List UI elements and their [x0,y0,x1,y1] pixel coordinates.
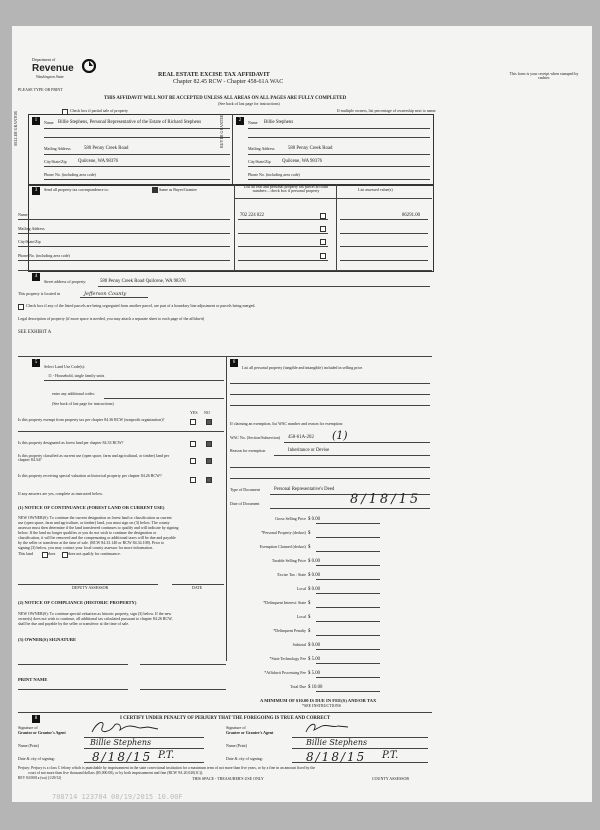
tax-value-state[interactable]: $ 0.00 [308,573,320,578]
notice-2-line-1: owner(s) does not wish to continue, all additional tax calculated pursuant to chapter 84.26 RCW, [18,616,173,621]
s3-phone-label: Phone No. (including area code) [18,253,70,258]
no-header: NO [204,410,210,415]
wac-label: WAC No. (Section/Subsection) [230,435,281,440]
notice-1-line-4: classification, it will be removed and the compensating or additional taxes will be due and payable [18,535,176,540]
tax-value-exemption[interactable]: $ [308,545,311,550]
if-any-yes: If any answers are yes, complete as instructed below. [18,491,103,496]
s3-city-label: City/State/Zip [18,239,41,244]
doc-type-value[interactable]: Personal Representative's Deed [274,487,335,492]
q-historic: Is this property receiving special valuation as historical property per chapter 84.26 RCW? [18,473,162,478]
dept-state: Washington State [36,74,64,79]
seller-city-label: City/State/Zip [44,159,67,164]
print-name-label: PRINT NAME [18,677,48,682]
tax-label-total: Total Due [290,684,306,689]
form-title: REAL ESTATE EXCISE TAX AFFIDAVIT [158,72,270,78]
form-chapter: Chapter 82.45 RCW - Chapter 458-61A WAC [173,79,284,85]
receipt-note: This form is your receipt when stamped by cashier. [509,71,579,81]
grantor-name-label: Name (Print) [18,743,39,748]
form-number: REV 84 0001a (wu) (1/29/12) [18,776,62,780]
legal-description-label: Legal description of property (if more space is needed, you may attach a separate sheet to each page of the affidavit) [18,316,205,321]
wac-value[interactable]: 458-61A-202 [288,435,314,440]
buyer-city[interactable]: Quilcene, WA 98376 [282,159,323,164]
land-use-value[interactable]: 11 - Household, single family units [48,373,105,378]
grantor-print-name[interactable]: Billie Stephens [90,738,152,747]
does-label: does [48,551,56,556]
this-land-label: This land [18,551,33,556]
doc-date-value[interactable]: 8/18/15 [350,492,422,507]
tax-value-subtotal[interactable]: $ 0.00 [308,643,320,648]
tax-value-local[interactable]: $ 0.00 [308,587,320,592]
wac-handwritten[interactable]: (1) [332,429,348,442]
grantee-sig-label-c: Grantee or Grantee's Agent [226,730,274,735]
tax-value-tech-fee[interactable]: $ 5.00 [308,657,320,662]
tax-label-subtotal: Subtotal [292,642,306,647]
tax-label-local: Local [296,586,306,591]
doc-type-label: Type of Document [230,487,260,492]
tax-value-interest-state[interactable]: $ [308,601,311,606]
parcel-number[interactable]: 702 224 022 [240,213,264,218]
tax-label-gross: Gross Selling Price [275,516,306,521]
located-county[interactable]: Jefferson County [84,291,127,297]
s3-mailing-label: Mailing Address [18,226,45,231]
see-exhibit[interactable]: SEE EXHIBIT A [18,330,52,335]
minimum-due-note: A MINIMUM OF $10.00 IS DUE IN FEE(S) AND/OR TAX [260,698,377,703]
grantee-city[interactable]: P.T. [382,750,399,761]
buyer-name[interactable]: Billie Stephens [264,120,294,125]
q-exempt-no[interactable] [206,419,212,425]
notice-1-line-6: signing (3) below, you may contact your local county assessor for more information. [18,545,154,550]
q-exempt-yes[interactable] [190,419,196,425]
tax-label-personal: *Personal Property (deduct) [261,530,306,535]
tax-label-interest-local: Local [296,614,306,619]
q-current-use-no[interactable] [206,458,212,464]
tax-value-taxable[interactable]: $ 0.00 [308,559,320,564]
dept-label: Department of [32,57,56,62]
owner-signature-label: (3) OWNER(S) SIGNATURE [18,637,77,642]
grantor-signature-image [88,718,168,738]
see-instructions-note: *SEE INSTRUCTIONS [302,703,342,708]
tax-label-state: Excise Tax : State [277,572,306,577]
buyer-side-label: BUYER GRANTEE [219,114,224,148]
notice-1-line-1: use (open space, farm and agriculture, or timber) land, you must sign on (3) below. The county [18,520,170,525]
exemption-claim-label: If claiming an exemption, list WAC number and reason for exemption: [230,421,344,426]
tax-value-personal[interactable]: $ [308,531,311,536]
q-historic-yes[interactable] [190,477,196,483]
yes-header: YES [190,410,198,415]
see-back-note: (See back of last page for instructions) [218,101,280,106]
seller-phone-label: Phone No. (including area code) [44,172,96,177]
personal-property-label: List all personal property (tangible and intangible) included in selling price. [242,365,364,370]
parcel-header: List all real and personal property tax parcel account numbers – check box if personal property [243,184,329,194]
notice-2-title: (2) NOTICE OF COMPLIANCE (HISTORIC PROPERTY) [18,600,137,605]
seller-side-label: SELLER GRANTOR [13,111,18,146]
grantee-date-label: Date & city of signing: [226,756,263,761]
section-3-badge: 3 [32,187,40,195]
notice-1-line-5: by the seller or transferor at the time of sale. (RCW 84.33.140 or RCW 84.34.108). Prior to [18,540,165,545]
seller-name[interactable]: Billie Stephens, Personal Representative of the Estate of Richard Stephens [58,120,202,125]
s3-name-label: Name [18,212,28,217]
section-6-badge: 6 [230,359,238,367]
grantee-name-label: Name (Print) [226,743,247,748]
street-address[interactable]: 580 Penny Creek Road Quilcene, WA 98376 [100,279,186,284]
buyer-phone-label: Phone No. (including area code) [248,172,300,177]
notice-1-line-2: assessor must then determine if the land transferred continues to qualify and will indicate by signing [18,525,179,530]
segregated-checkbox[interactable] [18,304,24,310]
seller-name-label: Name [44,120,54,125]
grantee-signature-image [302,718,362,738]
tax-value-interest-local[interactable]: $ [308,615,311,620]
segregated-label: Check box if any of the listed parcels are being segregated from another parcel, are part of a boundary line adjustment or parcels being merged. [26,303,256,308]
tax-value-processing-fee[interactable]: $ 5.00 [308,671,320,676]
tax-label-penalty: *Delinquent Penalty [273,628,306,633]
section-4-badge: 4 [32,273,40,281]
notice-1-title: (1) NOTICE OF CONTINUANCE (FOREST LAND OR CURRENT USE) [18,505,165,510]
grantor-sig-label-b: Grantor or Grantor's Agent [18,730,66,735]
tax-value-penalty[interactable]: $ [308,629,311,634]
certify-statement: I CERTIFY UNDER PENALTY OF PERJURY THAT THE FOREGOING IS TRUE AND CORRECT [120,716,331,721]
grantor-date[interactable]: 8/18/15 [92,750,153,764]
type-or-print: PLEASE TYPE OR PRINT [18,87,63,92]
s5-see-back: (See back of last page for instructions) [52,401,114,406]
section-8-badge: 8 [32,715,40,723]
located-label: This property is located in [18,291,60,296]
section-5-badge: 5 [32,359,40,367]
deputy-date-label: DATE [192,585,203,590]
send-correspondence-label: Send all property tax correspondence to: [44,187,109,192]
buyer-city-label: City/State/Zip [248,159,271,164]
q-historic-no[interactable] [206,477,212,483]
q-current-use-yes[interactable] [190,458,196,464]
seller-mailing-label: Mailing Address [44,146,71,151]
seller-city[interactable]: Quilcene, WA 98376 [78,159,119,164]
q-current-use: Is this property classified as current use (open space, farm and agricultural, or timber) land per chapter 84.34? [18,453,170,463]
dept-name: Revenue [32,63,74,74]
notice-2-line-2: shall be due and payable by the seller or transferor at the time of sale. [18,621,130,626]
buyer-mailing[interactable]: 580 Penny Creek Road [288,146,333,151]
same-as-buyer-label: Same as Buyer/Grantee [159,187,197,192]
reason-label: Reason for exemption [230,448,266,453]
same-as-buyer-checkbox[interactable] [152,187,158,193]
does-not-label: does not qualify for continuance. [68,551,121,556]
recording-stamp: 708714 123704 08/19/2015 10.00F [52,793,183,801]
assessed-header: List assessed value(s) [358,187,393,192]
assessed-value[interactable]: 86291.00 [402,213,420,218]
grantor-sig-label-a: Signature of [18,725,38,730]
treasurer-use-only: THIS SPACE - TREASURER'S USE ONLY [192,776,264,781]
grantor-date-label: Date & city of signing: [18,756,55,761]
street-label: Street address of property: [44,279,87,284]
seller-mailing[interactable]: 580 Penny Creek Road [84,146,129,151]
reason-value[interactable]: Inheritance or Devise [288,448,330,453]
tax-value-total[interactable]: $ 10.00 [308,685,323,690]
buyer-name-label: Name [248,120,258,125]
q-forest-no[interactable] [206,441,212,447]
revenue-swirl-icon [82,59,96,73]
grantor-city[interactable]: P.T. [158,750,175,761]
section-2-badge: 2 [236,117,244,125]
notice-2-line-0: NEW OWNER(S): To continue special valuation as historic property, sign (3) below. If the new [18,611,172,616]
additional-codes-label: enter any additional codes: [52,391,95,396]
personal-property-checkbox-2[interactable] [320,226,326,232]
notice-1-line-0: NEW OWNER(S): To continue the current designation as forest land or classification as current [18,515,172,520]
personal-property-checkbox-3[interactable] [320,239,326,245]
doc-date-label: Date of Document [230,501,260,506]
partial-sale-label: Check box if partial sale of property [70,108,128,113]
q-forest-yes[interactable] [190,441,196,447]
revenue-logo [32,58,102,86]
buyer-mailing-label: Mailing Address [248,146,275,151]
grantee-date[interactable]: 8/18/15 [306,750,367,764]
grantee-sig-label-a: Signature of [226,725,246,730]
land-use-label: Select Land Use Code(s): [44,364,85,369]
tax-label-interest-state: *Delinquent Interest: State [263,600,306,605]
tax-label-taxable: Taxable Selling Price [271,558,306,563]
perjury-line-b: court of not more than five thousand dollars ($5,000.00), or by both imprisonment and fine (RCW 9A.20.020(1C)). [28,771,204,775]
personal-property-checkbox-4[interactable] [320,253,326,259]
q-forest: Is this property designated as forest land per chapter 84.33 RCW? [18,440,124,445]
tax-label-processing-fee: *Affidavit Processing Fee [264,670,306,675]
notice-1-line-3: below. If the land no longer qualifies or you do not wish to continue the designation or [18,530,157,535]
county-assessor-label: COUNTY ASSESSOR [372,776,410,781]
tax-value-gross[interactable]: $ 0.00 [308,517,320,522]
multiple-owners-note: If multiple owners, list percentage of ownership next to name. [337,108,437,113]
seller-buyer-divider [232,114,233,185]
section-1-badge: 1 [32,117,40,125]
tax-label-tech-fee: *State Technology Fee [269,656,306,661]
q-exempt: Is this property exempt from property tax per chapter 84.36 RCW (nonprofit organization)? [18,417,165,422]
warning-banner: THIS AFFIDAVIT WILL NOT BE ACCEPTED UNLESS ALL AREAS ON ALL PAGES ARE FULLY COMPLETED [104,96,347,101]
affidavit-page [12,26,592,802]
deputy-assessor-label: DEPUTY ASSESSOR [72,585,109,590]
grantee-print-name[interactable]: Billie Stephens [306,738,368,747]
perjury-line-a: Perjury: Perjury is a class C felony which is punishable by imprisonment in the state correctional institution for a maximum term of not more than five years, or by a fine in an amount fixed by the [18,766,316,770]
tax-label-exemption: Exemption Claimed (deduct) [259,544,306,549]
